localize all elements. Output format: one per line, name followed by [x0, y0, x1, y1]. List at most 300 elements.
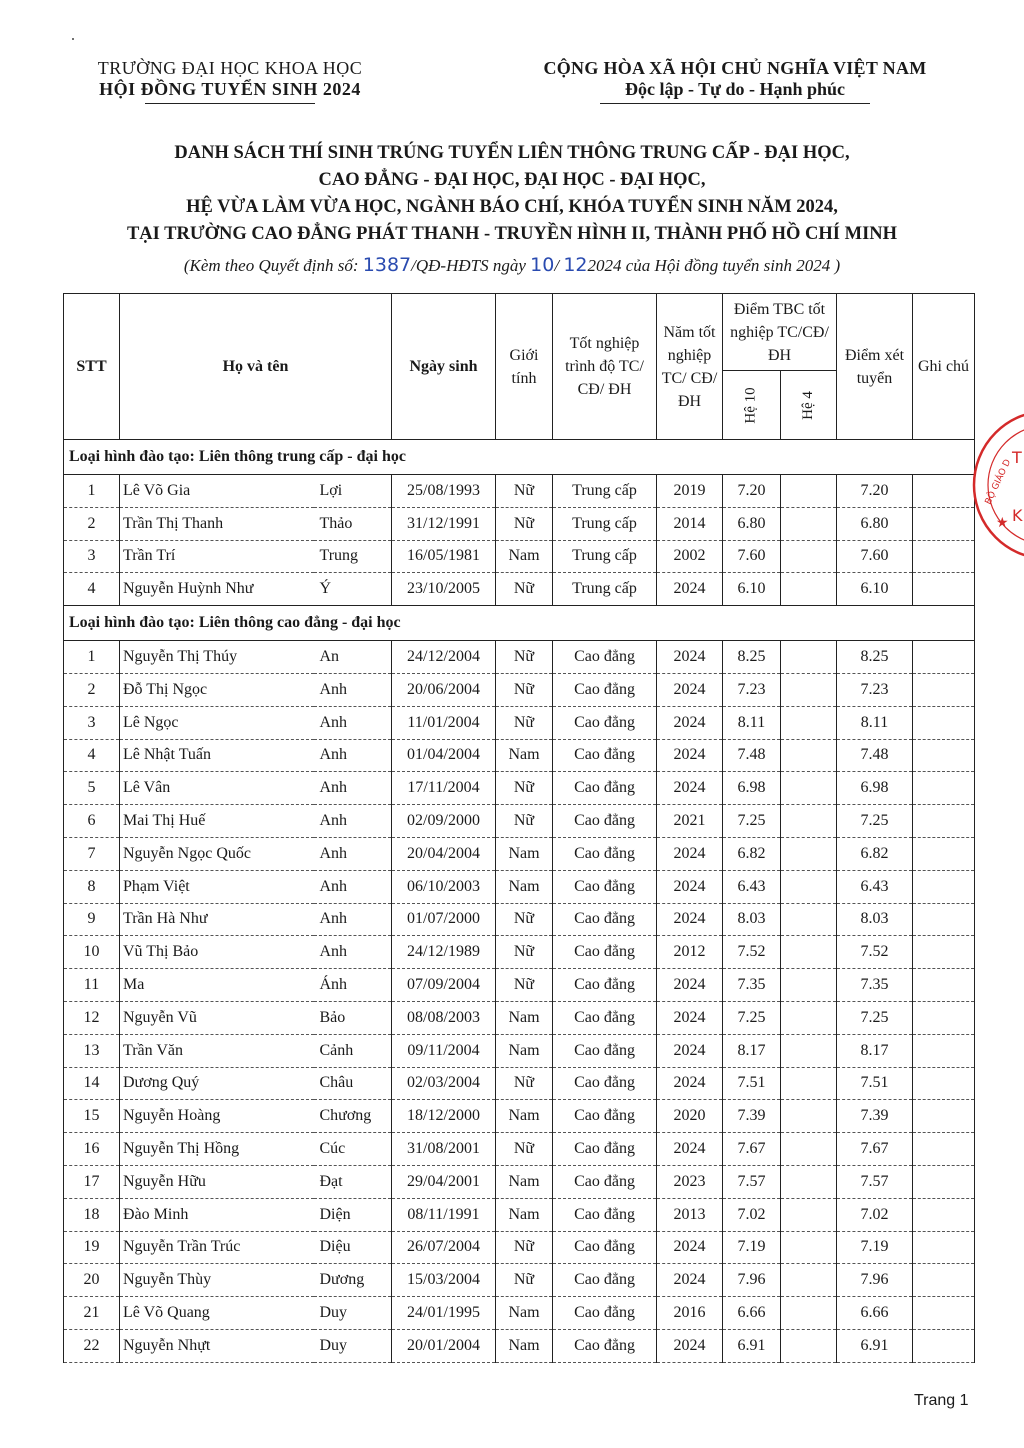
- cell-level: Cao đẳng: [553, 706, 657, 739]
- cell-surname: Nguyễn Thị Thúy: [120, 641, 314, 674]
- cell-given-name: Dương: [314, 1264, 392, 1297]
- cell-given-name: Anh: [314, 903, 392, 936]
- seal-text: BỘ GIÁO D: [983, 457, 1014, 507]
- cell-score: 7.96: [837, 1264, 913, 1297]
- cell-score: 7.52: [837, 936, 913, 969]
- table-row: [64, 1231, 975, 1264]
- cell-he4: [781, 837, 837, 870]
- table-row: [64, 837, 975, 870]
- seal-star: ★: [996, 515, 1009, 531]
- cell-level: Cao đẳng: [553, 1198, 657, 1231]
- cell-dob: 20/01/2004: [392, 1329, 496, 1362]
- cell-he10: 7.02: [723, 1198, 781, 1231]
- cell-gender: Nữ: [496, 969, 553, 1002]
- table-row: [64, 641, 975, 674]
- cell-year: 2024: [657, 641, 723, 674]
- cell-level: Cao đẳng: [553, 772, 657, 805]
- cell-level: Cao đẳng: [553, 805, 657, 838]
- institution-header: [60, 58, 400, 104]
- section-header-row: [64, 440, 975, 475]
- cell-score: 6.66: [837, 1297, 913, 1330]
- cell-gender: Nam: [496, 739, 553, 772]
- col-he10-label: Hệ 10: [743, 387, 759, 424]
- table-row: [64, 903, 975, 936]
- cell-level: Cao đẳng: [553, 1100, 657, 1133]
- official-seal: [968, 405, 1024, 565]
- cell-year: 2024: [657, 1264, 723, 1297]
- decision-reference: [60, 254, 964, 276]
- cell-note: [913, 805, 975, 838]
- cell-surname: Lê Ngọc: [120, 706, 314, 739]
- cell-gender: Nữ: [496, 706, 553, 739]
- cell-dob: 29/04/2001: [392, 1165, 496, 1198]
- cell-he10: 7.67: [723, 1133, 781, 1166]
- cell-he4: [781, 805, 837, 838]
- table-row: [64, 1165, 975, 1198]
- decision-month-handwritten: 12: [563, 254, 588, 276]
- cell-dob: 06/10/2003: [392, 870, 496, 903]
- cell-score: 7.25: [837, 805, 913, 838]
- cell-stt: 11: [64, 969, 120, 1002]
- cell-he4: [781, 507, 837, 540]
- cell-score: 8.17: [837, 1034, 913, 1067]
- table-row: [64, 936, 975, 969]
- cell-stt: 21: [64, 1297, 120, 1330]
- table-row: [64, 1067, 975, 1100]
- cell-note: [913, 903, 975, 936]
- cell-note: [913, 969, 975, 1002]
- cell-surname: Nguyễn Trần Trúc: [120, 1231, 314, 1264]
- cell-level: Cao đẳng: [553, 969, 657, 1002]
- cell-he4: [781, 1231, 837, 1264]
- cell-he10: 8.17: [723, 1034, 781, 1067]
- section-label: Loại hình đào tạo: Liên thông cao đẳng - đại học: [64, 606, 975, 641]
- cell-score: 8.11: [837, 706, 913, 739]
- cell-given-name: Đạt: [314, 1165, 392, 1198]
- cell-note: [913, 1100, 975, 1133]
- cell-he4: [781, 673, 837, 706]
- cell-score: 6.82: [837, 837, 913, 870]
- cell-stt: 9: [64, 903, 120, 936]
- cell-level: Cao đẳng: [553, 936, 657, 969]
- cell-given-name: Duy: [314, 1329, 392, 1362]
- cell-he10: 6.43: [723, 870, 781, 903]
- cell-dob: 17/11/2004: [392, 772, 496, 805]
- cell-gender: Nữ: [496, 573, 553, 606]
- cell-gender: Nữ: [496, 772, 553, 805]
- cell-he4: [781, 540, 837, 573]
- cell-year: 2024: [657, 1231, 723, 1264]
- cell-note: [913, 936, 975, 969]
- cell-given-name: Cảnh: [314, 1034, 392, 1067]
- cell-score: 6.10: [837, 573, 913, 606]
- cell-gender: Nam: [496, 870, 553, 903]
- col-gpa: Điểm TBC tốt nghiệp TC/CĐ/ĐH: [723, 294, 837, 371]
- cell-level: Trung cấp: [553, 573, 657, 606]
- cell-surname: Mai Thị Huế: [120, 805, 314, 838]
- cell-given-name: Châu: [314, 1067, 392, 1100]
- cell-given-name: Chương: [314, 1100, 392, 1133]
- cell-score: 6.80: [837, 507, 913, 540]
- cell-score: 7.25: [837, 1001, 913, 1034]
- cell-surname: Lê Nhật Tuấn: [120, 739, 314, 772]
- cell-level: Trung cấp: [553, 507, 657, 540]
- cell-he4: [781, 1198, 837, 1231]
- decision-suffix: 2024 của Hội đồng tuyển sinh 2024 ): [587, 256, 841, 275]
- cell-stt: 3: [64, 540, 120, 573]
- cell-surname: Trần Hà Như: [120, 903, 314, 936]
- cell-level: Cao đẳng: [553, 1231, 657, 1264]
- cell-note: [913, 540, 975, 573]
- cell-level: Cao đẳng: [553, 870, 657, 903]
- cell-stt: 2: [64, 507, 120, 540]
- council-name: HỘI ĐỒNG TUYỂN SINH 2024: [99, 79, 361, 99]
- cell-year: 2024: [657, 837, 723, 870]
- cell-stt: 12: [64, 1001, 120, 1034]
- cell-he10: 7.52: [723, 936, 781, 969]
- seal-letter-k: K: [1012, 506, 1023, 525]
- document-title: [60, 140, 964, 248]
- cell-he4: [781, 870, 837, 903]
- cell-given-name: Diệu: [314, 1231, 392, 1264]
- cell-gender: Nam: [496, 1198, 553, 1231]
- cell-stt: 1: [64, 641, 120, 674]
- decision-prefix: (Kèm theo Quyết định số:: [183, 256, 363, 275]
- cell-surname: Phạm Việt: [120, 870, 314, 903]
- national-motto: Độc lập - Tự do - Hạnh phúc: [624, 79, 846, 99]
- cell-note: [913, 739, 975, 772]
- col-score: Điểm xét tuyển: [837, 294, 913, 440]
- cell-note: [913, 1165, 975, 1198]
- cell-dob: 02/09/2000: [392, 805, 496, 838]
- cell-level: Cao đẳng: [553, 1034, 657, 1067]
- cell-he10: 7.57: [723, 1165, 781, 1198]
- cell-year: 2019: [657, 475, 723, 508]
- cell-level: Trung cấp: [553, 540, 657, 573]
- cell-he10: 8.11: [723, 706, 781, 739]
- cell-gender: Nam: [496, 1165, 553, 1198]
- cell-stt: 10: [64, 936, 120, 969]
- admission-table: [63, 293, 975, 1363]
- cell-surname: Nguyễn Nhựt: [120, 1329, 314, 1362]
- cell-he4: [781, 1297, 837, 1330]
- cell-he4: [781, 772, 837, 805]
- cell-dob: 20/06/2004: [392, 673, 496, 706]
- cell-surname: Nguyễn Hoàng: [120, 1100, 314, 1133]
- cell-he4: [781, 936, 837, 969]
- cell-score: 6.98: [837, 772, 913, 805]
- cell-he10: 7.60: [723, 540, 781, 573]
- col-dob: Ngày sinh: [392, 294, 496, 440]
- cell-he10: 8.03: [723, 903, 781, 936]
- table-row: [64, 1297, 975, 1330]
- cell-given-name: Anh: [314, 772, 392, 805]
- cell-surname: Lê Vân: [120, 772, 314, 805]
- cell-gender: Nữ: [496, 1264, 553, 1297]
- cell-level: Cao đẳng: [553, 837, 657, 870]
- cell-score: 7.20: [837, 475, 913, 508]
- university-name: TRƯỜNG ĐẠI HỌC KHOA HỌC: [97, 58, 363, 78]
- cell-he4: [781, 969, 837, 1002]
- cell-stt: 14: [64, 1067, 120, 1100]
- cell-dob: 24/01/1995: [392, 1297, 496, 1330]
- table-row: [64, 969, 975, 1002]
- col-year: Năm tốt nghiệp TC/ CĐ/ ĐH: [657, 294, 723, 440]
- cell-gender: Nữ: [496, 903, 553, 936]
- cell-given-name: Anh: [314, 936, 392, 969]
- cell-given-name: Ánh: [314, 969, 392, 1002]
- cell-score: 8.03: [837, 903, 913, 936]
- table-row: [64, 1034, 975, 1067]
- cell-he10: 7.39: [723, 1100, 781, 1133]
- cell-level: Cao đẳng: [553, 1001, 657, 1034]
- cell-note: [913, 641, 975, 674]
- cell-stt: 5: [64, 772, 120, 805]
- cell-year: 2024: [657, 969, 723, 1002]
- table-row: [64, 475, 975, 508]
- cell-he10: 6.98: [723, 772, 781, 805]
- table-row: [64, 1198, 975, 1231]
- cell-year: 2024: [657, 772, 723, 805]
- cell-note: [913, 706, 975, 739]
- table-row: [64, 1264, 975, 1297]
- cell-stt: 22: [64, 1329, 120, 1362]
- cell-score: 7.35: [837, 969, 913, 1002]
- cell-he4: [781, 641, 837, 674]
- cell-given-name: Bảo: [314, 1001, 392, 1034]
- cell-note: [913, 1297, 975, 1330]
- cell-surname: Đào Minh: [120, 1198, 314, 1231]
- cell-year: 2024: [657, 573, 723, 606]
- cell-gender: Nam: [496, 540, 553, 573]
- cell-he4: [781, 1001, 837, 1034]
- cell-level: Cao đẳng: [553, 1067, 657, 1100]
- cell-year: 2013: [657, 1198, 723, 1231]
- cell-stt: 8: [64, 870, 120, 903]
- page-number: Trang 1: [914, 1392, 969, 1409]
- cell-dob: 01/04/2004: [392, 739, 496, 772]
- cell-year: 2024: [657, 706, 723, 739]
- table-row: [64, 507, 975, 540]
- cell-year: 2024: [657, 1329, 723, 1362]
- cell-he10: 6.10: [723, 573, 781, 606]
- cell-gender: Nữ: [496, 507, 553, 540]
- country-name: CỘNG HÒA XÃ HỘI CHỦ NGHĨA VIỆT NAM: [543, 58, 927, 78]
- cell-surname: Trần Thị Thanh: [120, 507, 314, 540]
- cell-surname: Trần Trí: [120, 540, 314, 573]
- cell-he10: 7.48: [723, 739, 781, 772]
- cell-note: [913, 1329, 975, 1362]
- cell-note: [913, 573, 975, 606]
- cell-score: 8.25: [837, 641, 913, 674]
- cell-he4: [781, 739, 837, 772]
- cell-note: [913, 673, 975, 706]
- title-line-4: TẠI TRƯỜNG CAO ĐẲNG PHÁT THANH - TRUYỀN HÌNH II, THÀNH PHỐ HỒ CHÍ MINH: [126, 224, 898, 244]
- table-row: [64, 1001, 975, 1034]
- cell-stt: 13: [64, 1034, 120, 1067]
- cell-year: 2024: [657, 1001, 723, 1034]
- cell-surname: Lê Võ Quang: [120, 1297, 314, 1330]
- cell-given-name: Anh: [314, 805, 392, 838]
- cell-year: 2024: [657, 1133, 723, 1166]
- cell-stt: 19: [64, 1231, 120, 1264]
- title-line-3: HỆ VỪA LÀM VỪA HỌC, NGÀNH BÁO CHÍ, KHÓA TUYỂN SINH NĂM 2024,: [186, 197, 838, 217]
- cell-year: 2002: [657, 540, 723, 573]
- cell-surname: Nguyễn Thị Hồng: [120, 1133, 314, 1166]
- cell-year: 2024: [657, 1034, 723, 1067]
- cell-dob: 16/05/1981: [392, 540, 496, 573]
- cell-level: Cao đẳng: [553, 1133, 657, 1166]
- cell-given-name: Diện: [314, 1198, 392, 1231]
- cell-stt: 3: [64, 706, 120, 739]
- cell-stt: 6: [64, 805, 120, 838]
- cell-stt: 4: [64, 573, 120, 606]
- cell-he4: [781, 1034, 837, 1067]
- cell-gender: Nữ: [496, 1067, 553, 1100]
- cell-score: 7.60: [837, 540, 913, 573]
- cell-year: 2024: [657, 870, 723, 903]
- cell-he10: 6.80: [723, 507, 781, 540]
- cell-score: 7.51: [837, 1067, 913, 1100]
- cell-dob: 20/04/2004: [392, 837, 496, 870]
- cell-given-name: Trung: [314, 540, 392, 573]
- table-body: [64, 440, 975, 1363]
- col-level: Tốt nghiệp trình độ TC/ CĐ/ ĐH: [553, 294, 657, 440]
- cell-note: [913, 837, 975, 870]
- cell-dob: 15/03/2004: [392, 1264, 496, 1297]
- cell-gender: Nữ: [496, 936, 553, 969]
- cell-he4: [781, 1165, 837, 1198]
- cell-he10: 7.51: [723, 1067, 781, 1100]
- cell-year: 2020: [657, 1100, 723, 1133]
- cell-level: Cao đẳng: [553, 1297, 657, 1330]
- cell-score: 7.57: [837, 1165, 913, 1198]
- cell-gender: Nữ: [496, 1133, 553, 1166]
- cell-note: [913, 1198, 975, 1231]
- cell-surname: Ma: [120, 969, 314, 1002]
- col-gender: Giới tính: [496, 294, 553, 440]
- table-row: [64, 772, 975, 805]
- cell-stt: 4: [64, 739, 120, 772]
- cell-gender: Nam: [496, 1001, 553, 1034]
- cell-he4: [781, 1067, 837, 1100]
- cell-gender: Nữ: [496, 673, 553, 706]
- cell-given-name: Anh: [314, 673, 392, 706]
- cell-stt: 1: [64, 475, 120, 508]
- cell-surname: Nguyễn Thùy: [120, 1264, 314, 1297]
- cell-note: [913, 507, 975, 540]
- cell-year: 2024: [657, 673, 723, 706]
- cell-year: 2024: [657, 1067, 723, 1100]
- cell-he4: [781, 1264, 837, 1297]
- cell-he4: [781, 706, 837, 739]
- col-name: Họ và tên: [120, 294, 392, 440]
- cell-given-name: Anh: [314, 837, 392, 870]
- national-header: [505, 58, 965, 104]
- cell-he10: 6.91: [723, 1329, 781, 1362]
- cell-score: 6.43: [837, 870, 913, 903]
- cell-given-name: Cúc: [314, 1133, 392, 1166]
- table-row: [64, 573, 975, 606]
- table-row: [64, 706, 975, 739]
- cell-dob: 01/07/2000: [392, 903, 496, 936]
- table-row: [64, 540, 975, 573]
- cell-level: Cao đẳng: [553, 1264, 657, 1297]
- cell-gender: Nam: [496, 837, 553, 870]
- cell-gender: Nam: [496, 1100, 553, 1133]
- cell-dob: 26/07/2004: [392, 1231, 496, 1264]
- cell-stt: 2: [64, 673, 120, 706]
- cell-gender: Nam: [496, 1297, 553, 1330]
- cell-score: 7.23: [837, 673, 913, 706]
- cell-he10: 6.66: [723, 1297, 781, 1330]
- cell-given-name: Duy: [314, 1297, 392, 1330]
- cell-gender: Nam: [496, 1329, 553, 1362]
- cell-year: 2023: [657, 1165, 723, 1198]
- cell-surname: Lê Võ Gia: [120, 475, 314, 508]
- col-note: Ghi chú: [913, 294, 975, 440]
- cell-surname: Trần Văn: [120, 1034, 314, 1067]
- cell-note: [913, 475, 975, 508]
- cell-dob: 08/08/2003: [392, 1001, 496, 1034]
- table-row: [64, 805, 975, 838]
- table-row: [64, 1100, 975, 1133]
- table-header: [64, 294, 975, 440]
- cell-he4: [781, 1329, 837, 1362]
- cell-score: 7.48: [837, 739, 913, 772]
- cell-he4: [781, 475, 837, 508]
- cell-he4: [781, 573, 837, 606]
- cell-year: 2012: [657, 936, 723, 969]
- cell-he10: 7.25: [723, 1001, 781, 1034]
- cell-dob: 31/12/1991: [392, 507, 496, 540]
- cell-gender: Nữ: [496, 475, 553, 508]
- cell-note: [913, 1264, 975, 1297]
- scan-speck: [72, 38, 74, 40]
- cell-he4: [781, 1100, 837, 1133]
- cell-dob: 23/10/2005: [392, 573, 496, 606]
- table-row: [64, 1133, 975, 1166]
- cell-dob: 24/12/2004: [392, 641, 496, 674]
- cell-given-name: Ý: [314, 573, 392, 606]
- cell-note: [913, 1034, 975, 1067]
- cell-he10: 7.35: [723, 969, 781, 1002]
- header-rule-left: [145, 103, 315, 104]
- cell-he10: 7.23: [723, 673, 781, 706]
- cell-surname: Dương Quý: [120, 1067, 314, 1100]
- header-rule-right: [600, 103, 870, 104]
- cell-surname: Nguyễn Huỳnh Như: [120, 573, 314, 606]
- seal-letter-t: T: [1012, 448, 1022, 467]
- col-stt: STT: [64, 294, 120, 440]
- cell-surname: Đỗ Thị Ngọc: [120, 673, 314, 706]
- col-he10: [723, 371, 781, 440]
- cell-stt: 18: [64, 1198, 120, 1231]
- cell-level: Trung cấp: [553, 475, 657, 508]
- cell-note: [913, 870, 975, 903]
- decision-mid: /QĐ-HĐTS ngày: [411, 256, 531, 275]
- cell-gender: Nữ: [496, 1231, 553, 1264]
- cell-he4: [781, 903, 837, 936]
- cell-level: Cao đẳng: [553, 739, 657, 772]
- table-row: [64, 1329, 975, 1362]
- col-he4-label: Hệ 4: [800, 391, 816, 420]
- cell-he10: 7.20: [723, 475, 781, 508]
- cell-dob: 07/09/2004: [392, 969, 496, 1002]
- cell-note: [913, 1001, 975, 1034]
- cell-note: [913, 1067, 975, 1100]
- cell-dob: 08/11/1991: [392, 1198, 496, 1231]
